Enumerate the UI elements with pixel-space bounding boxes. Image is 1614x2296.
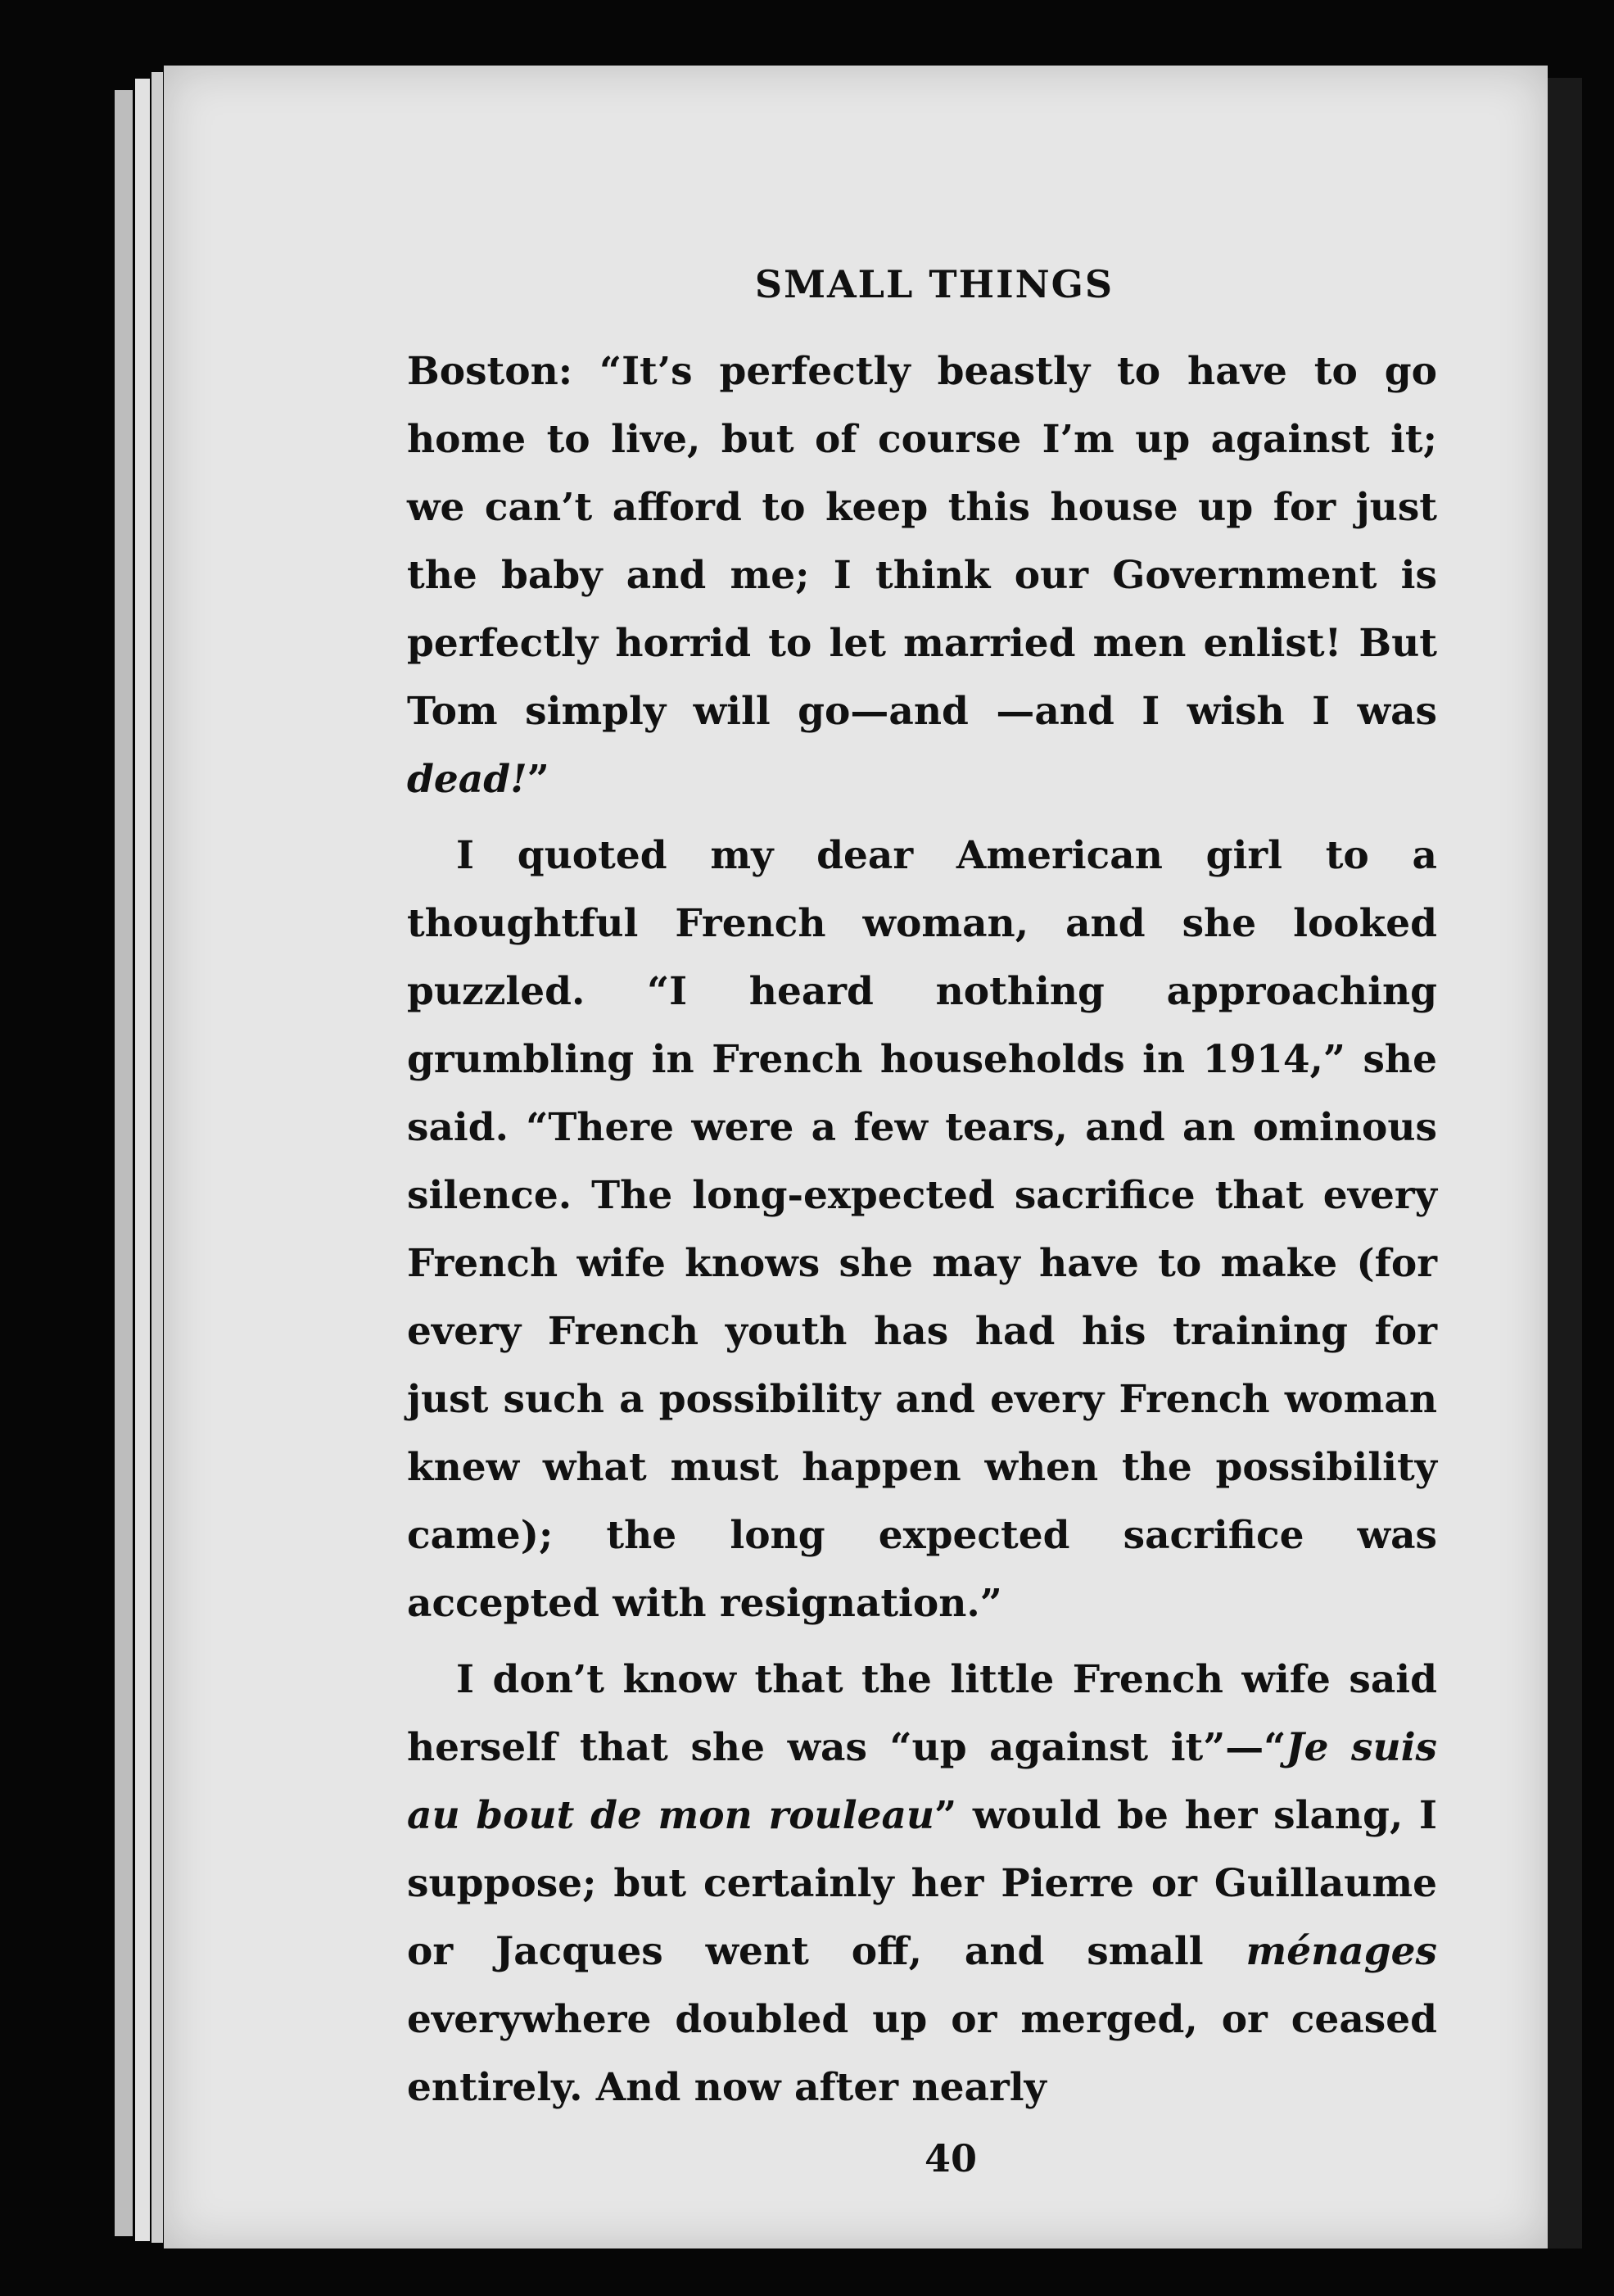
body-paragraph	[407, 822, 1437, 1637]
paragraph-text: I don’t know that the little French wife said herself that she was “up against it”—“	[407, 1657, 1437, 1770]
page-content	[407, 262, 1437, 2181]
body-paragraph	[407, 337, 1437, 813]
italic-text: dead!	[407, 757, 527, 802]
running-head: SMALL THINGS	[754, 262, 1114, 306]
paragraph-text: Boston: “It’s perfectly beastly to have to go home to live, but of course I’m up against it; we can’t afford to keep this house up for just the baby and me; I think our Government is perfectly horrid to let married men enlist! But Tom simply will go—and —and I wish I was	[407, 349, 1437, 734]
italic-text: Je suis au bout de mon rouleau	[407, 1725, 1438, 1838]
paragraph-text: I quoted my dear American girl to a thoughtful French woman, and she looked puzzled. “I heard nothing approaching grumbling in French households in 1914,” she said. “There were a few tears, and an ominous silence. The long-expected sacrifice that every French wife knows she may have to make (for every French youth has had his training for just such a possibility and every French woman knew what must happen when the possibility came); the long expected sacrifice was accepted with resignation.”	[407, 833, 1437, 1626]
paragraph-text: ”	[527, 757, 549, 802]
page-edge	[115, 90, 133, 2236]
page-number: 40	[924, 2136, 977, 2181]
body-paragraph	[407, 1646, 1437, 2122]
italic-text: ménages	[1246, 1929, 1437, 1974]
page-edge	[135, 79, 150, 2241]
paragraph-text: ” would be her slang, I suppose; but certainly her Pierre or Guillaume or Jacques went off, and small	[407, 1793, 1437, 1974]
page-edge	[151, 72, 163, 2243]
paragraph-text: everywhere doubled up or merged, or ceased entirely. And now after nearly	[407, 1997, 1437, 2110]
body-text	[407, 337, 1437, 2122]
book-binding	[1548, 78, 1582, 2248]
